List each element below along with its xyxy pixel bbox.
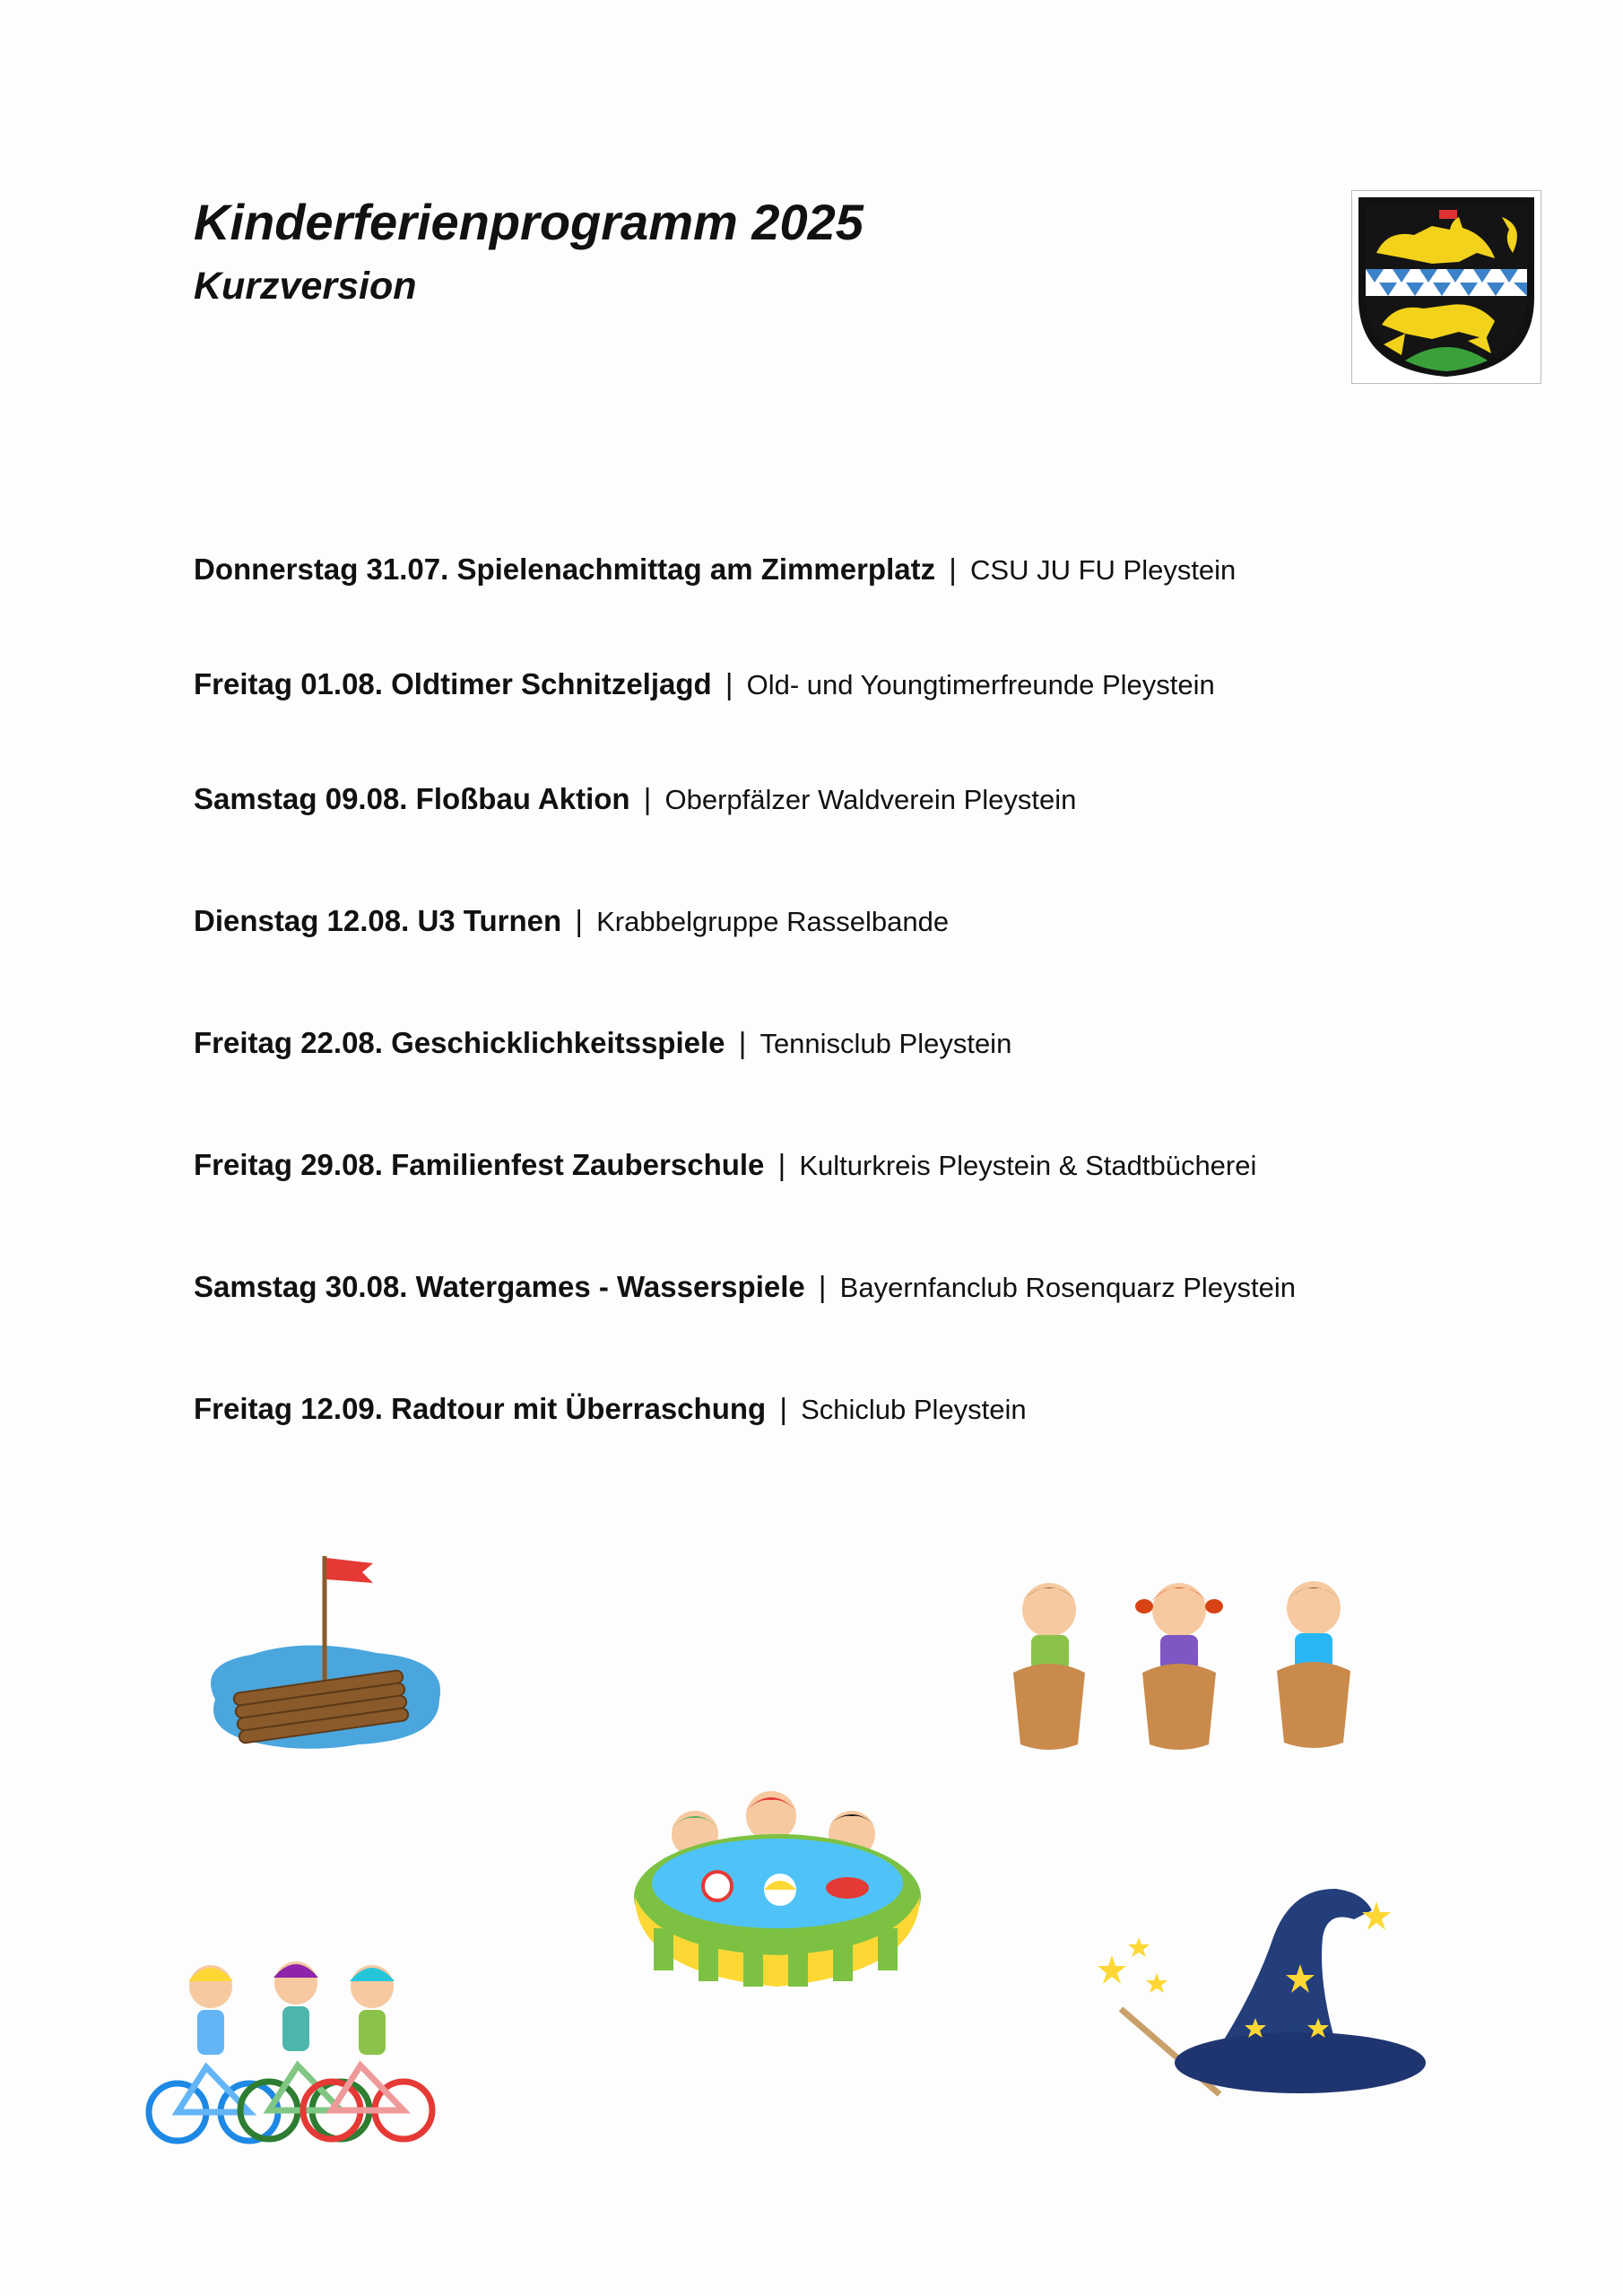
wizard-hat-illustration: [1094, 1883, 1430, 2099]
event-organizer: Old- und Youngtimerfreunde Pleystein: [746, 669, 1215, 700]
event-activity: Oldtimer Schnitzeljagd: [391, 667, 712, 700]
bicycle-kids-illustration: [143, 1951, 439, 2152]
sack-race-illustration: [995, 1556, 1399, 1758]
event-organizer: Schiclub Pleystein: [801, 1394, 1027, 1425]
pool-illustration: [628, 1771, 928, 2013]
event-activity: Floßbau Aktion: [415, 782, 630, 815]
event-date: Freitag 01.08.: [194, 667, 383, 700]
event-item: [194, 1269, 1296, 1305]
raft-illustration: [197, 1547, 448, 1762]
event-date: Dienstag 12.08.: [194, 904, 410, 937]
event-date: Donnerstag 31.07.: [194, 552, 449, 586]
event-separator: |: [725, 667, 733, 700]
event-organizer: Kulturkreis Pleystein & Stadtbücherei: [799, 1150, 1257, 1181]
page-subtitle: Kurzversion: [194, 265, 417, 308]
event-organizer: Tennisclub Pleystein: [759, 1028, 1012, 1059]
event-item: [194, 552, 1236, 587]
event-separator: |: [779, 1392, 787, 1425]
event-separator: |: [738, 1026, 747, 1059]
event-separator: |: [643, 782, 652, 815]
event-item: [194, 903, 949, 939]
event-organizer: Krabbelgruppe Rasselbande: [596, 906, 950, 937]
event-activity: Geschicklichkeitsspiele: [391, 1026, 725, 1059]
event-date: Samstag 09.08.: [194, 782, 408, 815]
event-separator: |: [949, 552, 957, 586]
event-date: Freitag 29.08.: [194, 1148, 383, 1181]
event-organizer: Oberpfälzer Waldverein Pleystein: [664, 784, 1077, 815]
event-activity: U3 Turnen: [417, 904, 562, 937]
event-item: [194, 1147, 1256, 1183]
event-date: Samstag 30.08.: [194, 1270, 408, 1303]
event-activity: Spielenachmittag am Zimmerplatz: [456, 552, 936, 586]
event-activity: Familienfest Zauberschule: [391, 1148, 765, 1181]
event-date: Freitag 22.08.: [194, 1026, 383, 1059]
event-separator: |: [818, 1270, 827, 1303]
event-item: [194, 666, 1215, 702]
coat-of-arms-icon: [1351, 190, 1541, 384]
page-title: Kinderferienprogramm 2025: [194, 194, 864, 250]
event-item: [194, 1025, 1011, 1061]
event-activity: Watergames - Wasserspiele: [415, 1270, 805, 1303]
event-date: Freitag 12.09.: [194, 1392, 383, 1425]
event-organizer: Bayernfanclub Rosenquarz Pleystein: [839, 1272, 1297, 1303]
event-separator: |: [777, 1148, 786, 1181]
event-activity: Radtour mit Überraschung: [391, 1392, 767, 1425]
event-separator: |: [575, 904, 583, 937]
event-organizer: CSU JU FU Pleystein: [970, 554, 1237, 586]
event-item: [194, 1391, 1027, 1427]
event-item: [194, 781, 1076, 817]
